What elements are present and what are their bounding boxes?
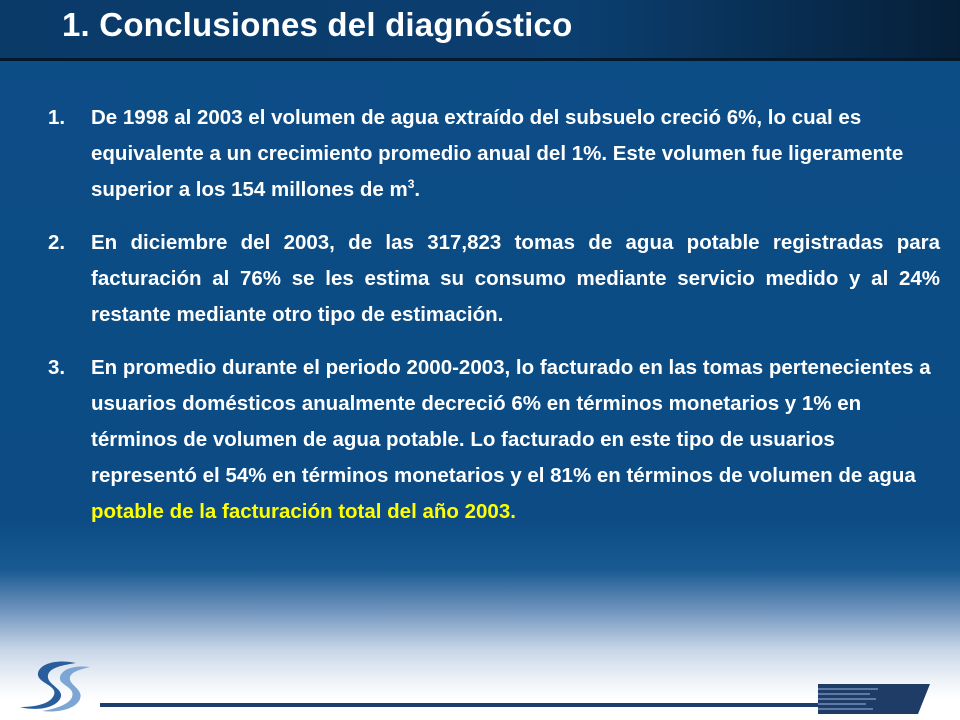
footer-divider xyxy=(100,703,822,707)
item-text-end: . xyxy=(414,178,421,201)
item-text-main: En promedio durante el periodo 2000-2003, lo facturado en las tomas pertenecientes a usuarios domésticos anualmente decreció 6% en términos monetarios y 1% en términos de volumen de agua potable. Lo facturado en este tipo de usuarios representó el 54% en términos monetarios y el 81% en términos de volumen de agua xyxy=(91,356,931,487)
item-number: 3. xyxy=(48,356,66,379)
page-title: 1. Conclusiones del diagnóstico xyxy=(62,6,573,43)
item-text: En diciembre del 2003, de las 317,823 tomas de agua potable registradas para facturación al 76% se les estima su consumo mediante servicio medido y al 24% restante mediante otro tipo de estimación. xyxy=(91,231,940,326)
list-item xyxy=(48,225,940,333)
footer-stripes-icon xyxy=(818,684,930,714)
list-item xyxy=(48,350,940,530)
item-number: 1. xyxy=(48,106,66,129)
item-text-highlight: potable de la facturación total del año 2003. xyxy=(91,500,516,523)
item-number: 2. xyxy=(48,231,66,254)
logo-icon xyxy=(14,657,94,715)
list-item xyxy=(48,100,940,208)
title-bar xyxy=(0,0,960,61)
conclusions-list xyxy=(48,100,940,547)
item-text xyxy=(91,106,903,201)
item-text-main: De 1998 al 2003 el volumen de agua extraído del subsuelo creció 6%, lo cual es equivalente a un crecimiento promedio anual del 1%. Este volumen fue ligeramente superior a los 154 millones de m xyxy=(91,106,904,201)
item-text xyxy=(91,356,931,523)
superscript: 3 xyxy=(407,177,415,192)
